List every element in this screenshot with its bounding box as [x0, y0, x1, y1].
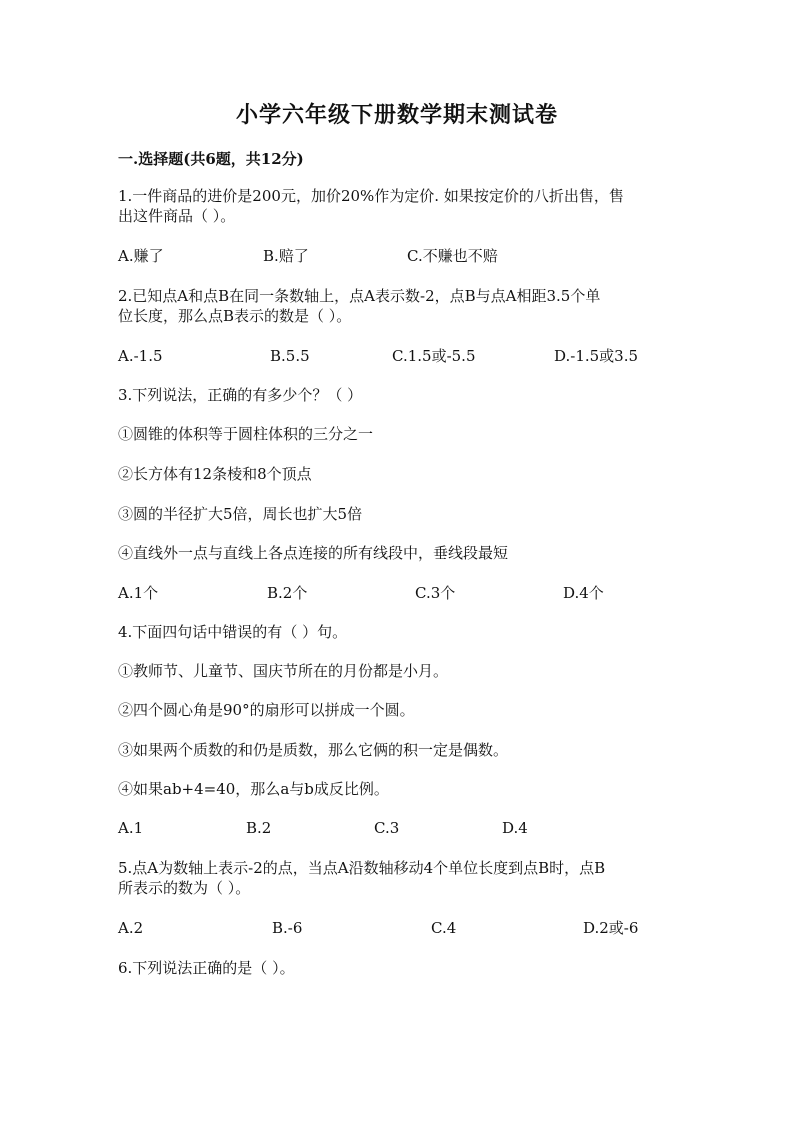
question-3-statement-4: ④直线外一点与直线上各点连接的所有线段中，垂线段最短 [118, 544, 509, 562]
question-1-stem-line-1: 1.一件商品的进价是200元，加价20%作为定价. 如果按定价的八折出售，售 [118, 187, 624, 205]
question-3-statement-2: ②长方体有12条棱和8个顶点 [118, 465, 312, 483]
question-3-statement-1: ①圆锥的体积等于圆柱体积的三分之一 [118, 425, 374, 443]
question-4-option-d[interactable]: D.4 [502, 819, 528, 837]
question-4-statement-4: ④如果ab+4=40，那么a与b成反比例。 [118, 780, 389, 798]
question-3-stem: 3.下列说法，正确的有多少个？（ ） [118, 386, 363, 404]
question-4-option-a[interactable]: A.1 [118, 819, 144, 837]
question-3-option-b[interactable]: B.2个 [267, 584, 308, 602]
question-2-stem-line-2: 位长度，那么点B表示的数是（ ）。 [118, 307, 352, 325]
question-4-statement-3: ③如果两个质数的和仍是质数，那么它俩的积一定是偶数。 [118, 741, 509, 759]
question-5-option-d[interactable]: D.2或-6 [583, 919, 639, 937]
question-3-option-c[interactable]: C.3个 [415, 584, 456, 602]
question-1-option-c[interactable]: C.不赚也不赔 [407, 247, 498, 265]
question-4-stem: 4.下面四句话中错误的有（ ）句。 [118, 623, 348, 641]
question-5-option-a[interactable]: A.2 [118, 919, 144, 937]
question-3-option-a[interactable]: A.1个 [118, 584, 159, 602]
question-4-statement-2: ②四个圆心角是90°的扇形可以拼成一个圆。 [118, 701, 415, 719]
question-5-option-b[interactable]: B.-6 [272, 919, 303, 937]
question-6-stem: 6.下列说法正确的是（ ）。 [118, 959, 295, 977]
question-4-statement-1: ①教师节、儿童节、国庆节所在的月份都是小月。 [118, 662, 449, 680]
question-4-option-b[interactable]: B.2 [246, 819, 272, 837]
page-title: 小学六年级下册数学期末测试卷 [235, 102, 558, 128]
question-3-statement-3: ③圆的半径扩大5倍，周长也扩大5倍 [118, 505, 363, 523]
question-2-option-c[interactable]: C.1.5或-5.5 [392, 347, 476, 365]
question-3-option-d[interactable]: D.4个 [563, 584, 604, 602]
question-2-option-a[interactable]: A.-1.5 [118, 347, 163, 365]
question-1-stem-line-2: 出这件商品（ ）。 [118, 207, 236, 225]
question-2-stem-line-1: 2.已知点A和点B在同一条数轴上，点A表示数-2，点B与点A相距3.5个单 [118, 287, 601, 305]
question-5-stem-line-2: 所表示的数为（ ）。 [118, 879, 251, 897]
question-2-option-b[interactable]: B.5.5 [270, 347, 310, 365]
question-5-stem-line-1: 5.点A为数轴上表示-2的点，当点A沿数轴移动4个单位长度到点B时，点B [118, 859, 606, 877]
question-1-option-a[interactable]: A.赚了 [118, 247, 164, 265]
question-5-option-c[interactable]: C.4 [431, 919, 457, 937]
question-2-option-d[interactable]: D.-1.5或3.5 [554, 347, 639, 365]
section-heading: 一.选择题(共6题，共12分) [118, 150, 304, 168]
question-1-option-b[interactable]: B.赔了 [263, 247, 309, 265]
question-4-option-c[interactable]: C.3 [374, 819, 400, 837]
